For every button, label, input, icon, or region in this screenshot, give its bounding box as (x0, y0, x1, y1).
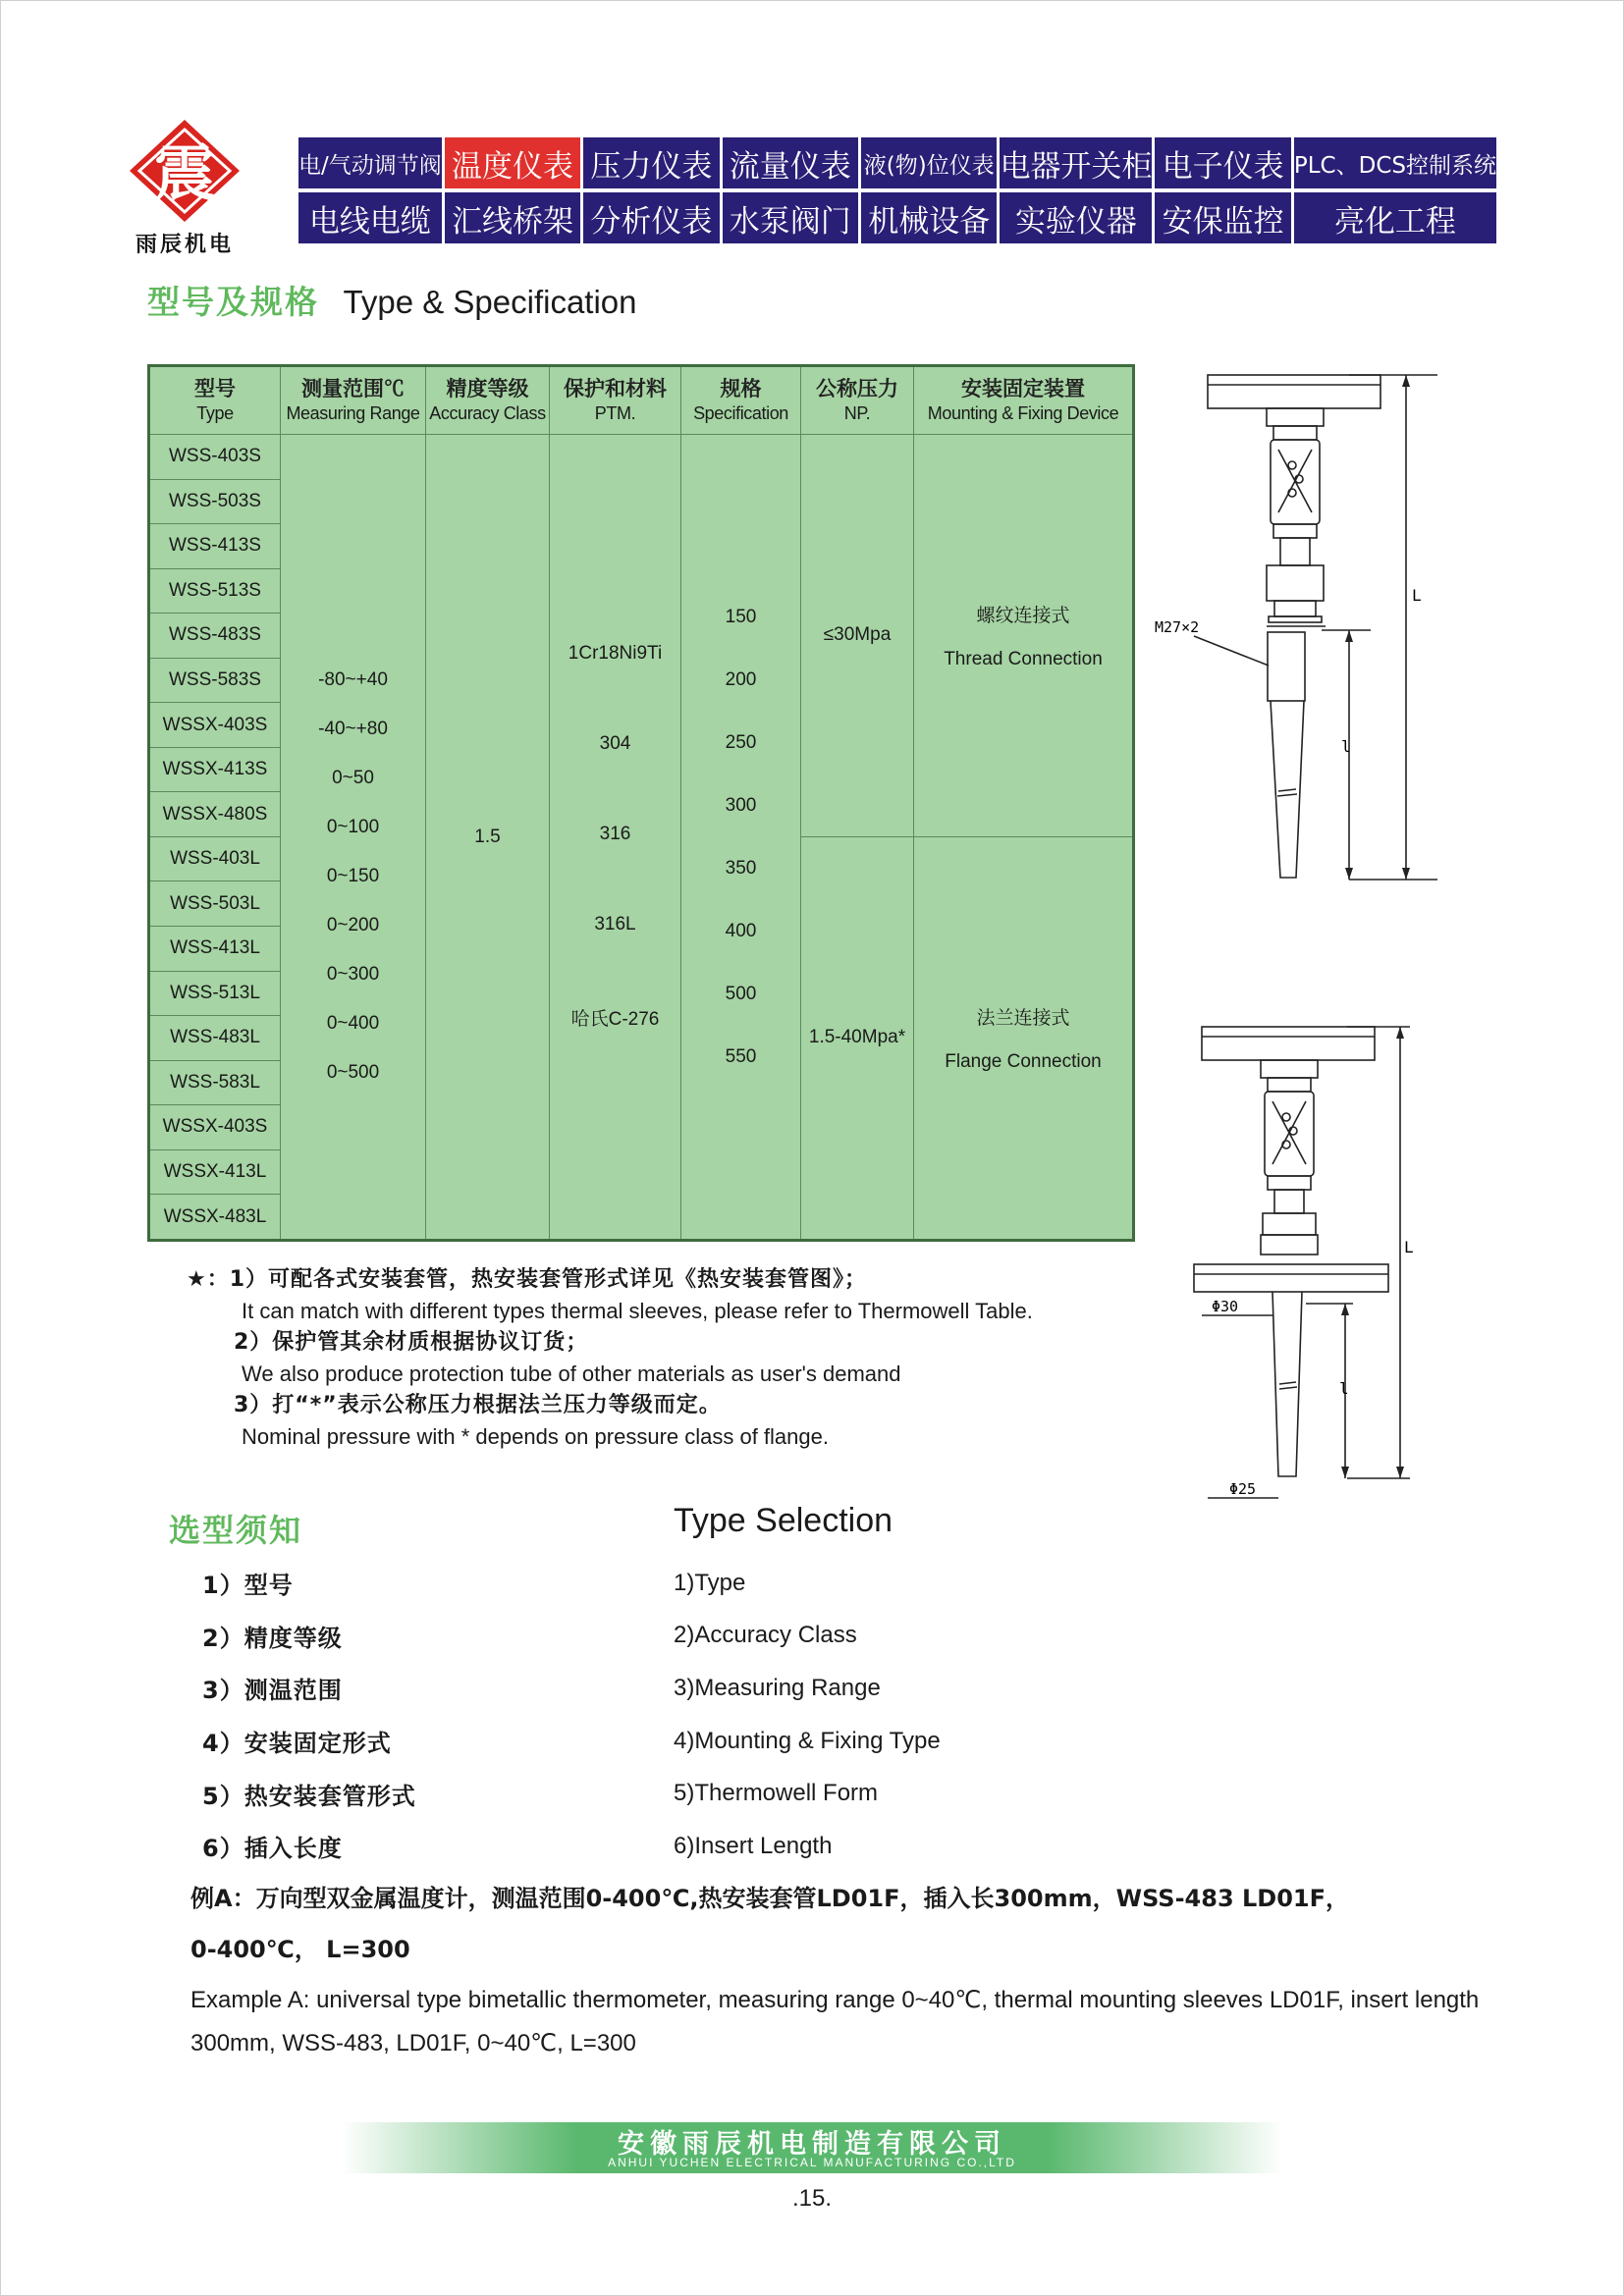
nav-item-7[interactable]: 电子仪表 (1155, 137, 1290, 188)
model-cell: WSS-513L (149, 971, 281, 1016)
mount-thread-cell-value: 螺纹连接式 (976, 605, 1070, 626)
section-title-en: Type & Specification (343, 284, 637, 320)
range-cell-value: 0~150 (326, 865, 380, 886)
spec-cell-value: 500 (725, 983, 757, 1004)
range-cell-value: 0~50 (332, 767, 374, 788)
pressure-flange-cell-value: 1.5-40Mpa* (808, 1027, 906, 1048)
spec-cell-value: 150 (725, 606, 757, 627)
notes (187, 1264, 1149, 1453)
selection-item (202, 1767, 1184, 1820)
flange-connection-diagram (1178, 1021, 1453, 1512)
flange-total-length-label: L (1404, 1238, 1414, 1256)
column-header-zh: 规格 (720, 377, 762, 400)
total-length-label: L (1412, 586, 1422, 605)
thread-connection-diagram (1149, 369, 1443, 891)
selection-item-en: 6)Insert Length (674, 1832, 833, 1859)
note-star: ★： (187, 1267, 230, 1292)
selection-item-zh: 5）热安装套管形式 (202, 1782, 416, 1810)
column-header-en: Mounting & Fixing Device (927, 402, 1119, 423)
note-3-zh: 3）打“*”表示公称压力根据法兰压力等级而定。 (234, 1393, 722, 1417)
mount-flange-cell-value: Flange Connection (945, 1050, 1102, 1072)
nav-item-6[interactable]: 电器开关柜 (1000, 137, 1152, 188)
model-cell: WSSX-413L (149, 1149, 281, 1195)
model-cell: WSSX-403S (149, 703, 281, 748)
page-number: .15. (791, 2185, 833, 2212)
nav-item-8[interactable]: PLC、DCS控制系统 (1294, 137, 1496, 188)
selection-item (202, 1557, 1184, 1610)
nav-item-3[interactable]: 压力仪表 (583, 137, 719, 188)
selection-item-zh: 1）型号 (202, 1572, 294, 1600)
table-row (149, 435, 1134, 480)
spec-cell-value: 550 (725, 1045, 757, 1067)
company-name-en: ANHUI YUCHEN ELECTRICAL MANUFACTURING CO.,LTD (608, 2156, 1016, 2169)
selection-title-en: Type Selection (674, 1502, 893, 1539)
column-header-zh: 保护和材料 (564, 377, 667, 400)
nav-item-10[interactable]: 汇线桥架 (445, 192, 580, 243)
spec-cell-value: 250 (725, 731, 757, 753)
column-header-7 (914, 366, 1134, 435)
flange-insert-length-label: l (1339, 1379, 1349, 1398)
column-header-6 (801, 366, 914, 435)
nav-item-14[interactable]: 实验仪器 (1000, 192, 1152, 243)
selection-item (202, 1820, 1184, 1873)
table-header-row (149, 366, 1134, 435)
note-1-en: It can match with different types thermal sleeves, please refer to Thermowell Table. (242, 1299, 1033, 1323)
pressure-thread-cell (801, 435, 914, 837)
column-header-4 (550, 366, 681, 435)
selection-title-zh: 选型须知 (169, 1512, 303, 1549)
selection-item-zh: 4）安装固定形式 (202, 1730, 392, 1758)
model-cell: WSSX-413S (149, 747, 281, 792)
model-cell: WSS-513S (149, 568, 281, 614)
nav-item-2[interactable]: 温度仪表 (445, 137, 580, 188)
example-zh-line2: 0-400℃， L=300 (190, 1936, 410, 1963)
nav-item-11[interactable]: 分析仪表 (583, 192, 719, 243)
accuracy-cell-value: 1.5 (474, 826, 501, 847)
model-cell: WSS-403L (149, 836, 281, 881)
column-header-1 (149, 366, 281, 435)
mount-flange-cell (914, 836, 1134, 1240)
nav-item-15[interactable]: 安保监控 (1155, 192, 1290, 243)
column-header-en: Specification (693, 402, 788, 423)
model-cell: WSS-503S (149, 479, 281, 524)
insert-length-label: l (1341, 737, 1351, 756)
model-cell: WSSX-403S (149, 1105, 281, 1150)
note-2-zh: 2）保护管其余材质根据协议订货； (234, 1330, 589, 1355)
selection-item-en: 5)Thermowell Form (674, 1780, 879, 1807)
range-cell-value: 0~500 (326, 1061, 380, 1083)
note-3-en: Nominal pressure with * depends on pressure class of flange. (242, 1424, 829, 1449)
nav-item-12[interactable]: 水泵阀门 (723, 192, 858, 243)
column-header-2 (281, 366, 426, 435)
nav-item-16[interactable]: 亮化工程 (1294, 192, 1496, 243)
selection-item-zh: 3）测温范围 (202, 1677, 343, 1705)
material-cell-value: 哈氏C-276 (570, 1009, 660, 1030)
selection-list (202, 1557, 1184, 1873)
section-title (147, 277, 637, 323)
range-cell-value: 0~100 (326, 816, 380, 837)
nav-item-9[interactable]: 电线电缆 (298, 192, 442, 243)
selection-item (202, 1662, 1184, 1715)
mount-thread-cell-value: Thread Connection (944, 648, 1103, 669)
nav-item-13[interactable]: 机械设备 (861, 192, 997, 243)
mount-flange-cell-value: 法兰连接式 (976, 1007, 1070, 1029)
note-1-zh: 1）可配各式安装套管，热安装套管形式详见《热安装套管图》； (229, 1267, 868, 1292)
column-header-zh: 安装固定装置 (961, 377, 1085, 400)
column-header-en: PTM. (594, 402, 636, 423)
table-body (149, 435, 1134, 1241)
column-header-5 (681, 366, 801, 435)
selection-item-en: 4)Mounting & Fixing Type (674, 1727, 941, 1754)
column-header-en: Type (196, 402, 234, 423)
range-cell-value: 0~300 (326, 963, 380, 985)
model-cell: WSS-413S (149, 524, 281, 569)
selection-item-en: 3)Measuring Range (674, 1674, 881, 1701)
column-header-3 (426, 366, 550, 435)
diameter-25-label: Φ25 (1229, 1480, 1257, 1498)
spec-table (147, 364, 1135, 1242)
spec-cell-value: 200 (725, 668, 757, 690)
column-header-zh: 型号 (194, 377, 236, 400)
spec-cell-value: 350 (725, 857, 757, 879)
svg-text:震: 震 (153, 137, 216, 209)
model-cell: WSS-583S (149, 658, 281, 703)
column-header-en: Accuracy Class (429, 402, 546, 423)
material-cell-value: 304 (599, 733, 631, 754)
brand-caption: 雨辰机电 (135, 233, 234, 257)
column-header-zh: 精度等级 (446, 377, 529, 400)
model-cell: WSS-403S (149, 435, 281, 480)
section-title-zh: 型号及规格 (147, 283, 319, 321)
spec-cell-value: 300 (725, 794, 757, 816)
selection-item-en: 2)Accuracy Class (674, 1622, 857, 1649)
thread-spec-label: M27×2 (1155, 618, 1200, 636)
selection-item (202, 1715, 1184, 1768)
nav-item-1[interactable]: 电/气动调节阀 (298, 137, 442, 188)
model-cell: WSS-483S (149, 614, 281, 659)
model-cell: WSS-483L (149, 1016, 281, 1061)
example-zh-line1: 例A：万向型双金属温度计，测温范围0-400℃,热安装套管LD01F，插入长300mm，WSS-483 LD01F， (190, 1885, 1350, 1912)
selection-item (202, 1610, 1184, 1663)
selection-item-zh: 2）精度等级 (202, 1624, 343, 1652)
company-name-zh: 安徽雨辰机电制造有限公司 (618, 2129, 1006, 2160)
column-header-zh: 测量范围℃ (301, 377, 405, 400)
note-2-en: We also produce protection tube of other materials as user's demand (242, 1362, 901, 1386)
material-cell-value: 316 (599, 824, 631, 844)
column-header-zh: 公称压力 (816, 377, 898, 400)
diameter-30-label: Φ30 (1212, 1298, 1239, 1315)
example-en: Example A: universal type bimetallic thermometer, measuring range 0~40℃, thermal mounting sleeves LD01F, insert length 300mm, WSS-483, LD01F, 0~40℃, L=300 (190, 1987, 1480, 2056)
spec-cell (681, 435, 801, 1241)
pressure-thread-cell-value: ≤30Mpa (823, 624, 892, 646)
range-cell (281, 435, 426, 1241)
model-cell: WSS-503L (149, 881, 281, 927)
pressure-flange-cell (801, 836, 914, 1240)
mount-thread-cell (914, 435, 1134, 837)
range-cell-value: -40~+80 (318, 718, 388, 739)
accuracy-cell (426, 435, 550, 1241)
material-cell (550, 435, 681, 1241)
example (190, 1873, 1506, 2065)
spec-cell-value: 400 (725, 920, 757, 941)
model-cell: WSS-583L (149, 1060, 281, 1105)
nav-item-4[interactable]: 流量仪表 (723, 137, 858, 188)
material-cell-value: 316L (594, 914, 636, 934)
column-header-en: Measuring Range (286, 402, 420, 423)
selection-item-zh: 6）插入长度 (202, 1835, 343, 1863)
model-cell: WSSX-483L (149, 1195, 281, 1241)
selection-item-en: 1)Type (674, 1569, 746, 1596)
column-header-en: NP. (843, 402, 871, 423)
model-cell: WSS-413L (149, 927, 281, 972)
nav-item-5[interactable]: 液(物)位仪表 (861, 137, 997, 188)
range-cell-value: 0~200 (326, 914, 380, 935)
category-nav (298, 137, 1496, 243)
logo-emblem-icon (124, 116, 245, 224)
range-cell-value: 0~400 (326, 1012, 380, 1034)
model-cell: WSSX-480S (149, 792, 281, 837)
material-cell-value: 1Cr18Ni9Ti (568, 643, 663, 664)
brand-logo (124, 116, 245, 263)
footer-band (342, 2122, 1282, 2173)
range-cell-value: -80~+40 (318, 668, 388, 690)
